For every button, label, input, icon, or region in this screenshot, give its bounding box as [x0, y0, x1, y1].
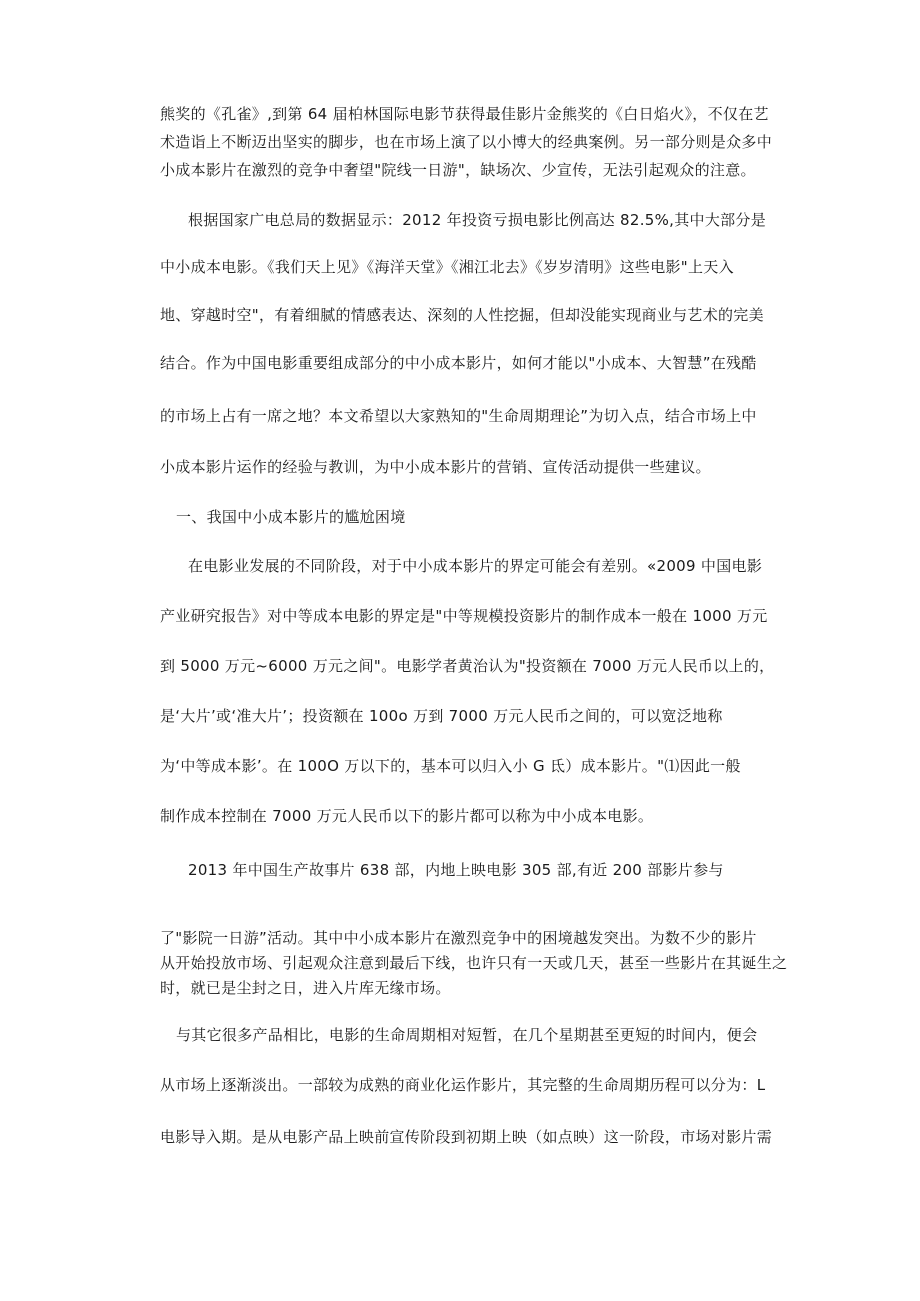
text-line: 与其它很多产品相比，电影的生命周期相对短暂，在几个星期甚至更短的时间内，便会 — [176, 1026, 758, 1044]
text-line: 是‘大片’或‘准大片’；投资额在 100o 万到 7000 万元人民币之间的，可以宽泛地称 — [160, 707, 723, 725]
text-line: 中小成本电影。《我们天上见》《海洋天堂》《湘江北去》《岁岁清明》这些电影"上天入 — [160, 258, 734, 276]
text-line: 地、穿越时空"，有着细腻的情感表达、深刻的人性挖掘，但却没能实现商业与艺术的完美 — [160, 306, 764, 324]
section-heading: 一、我国中小成本影片的尴尬困境 — [176, 508, 406, 526]
text-line: 结合。作为中国电影重要组成部分的中小成本影片，如何才能以"小成本、大智慧”在残酷 — [160, 354, 757, 372]
text-line: 制作成本控制在 7000 万元人民币以下的影片都可以称为中小成本电影。 — [160, 807, 654, 825]
text-line: 术造诣上不断迈出坚实的脚步，也在市场上演了以小博大的经典案例。另一部分则是众多中 — [160, 133, 773, 151]
text-line: 在电影业发展的不同阶段，对于中小成本影片的界定可能会有差别。«2009 中国电影 — [188, 557, 763, 575]
text-line: 小成本影片运作的经验与教训，为中小成本影片的营销、宣传活动提供一些建议。 — [160, 458, 711, 476]
text-line: 为‘中等成本影’。在 100O 万以下的，基本可以归入小 G 氐）成本影片。"⑴因此一般 — [160, 757, 741, 775]
text-line: 从市场上逐渐淡出。一部较为成熟的商业化运作影片，其完整的生命周期历程可以分为：L — [160, 1076, 766, 1094]
text-line: 的市场上占有一席之地？本文希望以大家熟知的"生命周期理论”为切入点，结合市场上中 — [160, 407, 757, 425]
text-line: 熊奖的《孔雀》,到第 64 届柏林国际电影节获得最佳影片金熊奖的《白日焰火》，不仅在艺 — [160, 105, 769, 123]
text-line: 产业研究报告》对中等成本电影的界定是"中等规模投资影片的制作成本一般在 1000 万元 — [160, 607, 768, 625]
text-line: 2013 年中国生产故事片 638 部，内地上映电影 305 部,有近 200 部影片参与 — [188, 861, 724, 879]
text-line: 电影导入期。是从电影产品上映前宣传阶段到初期上映（如点映）这一阶段，市场对影片需 — [160, 1128, 773, 1146]
text-line: 小成本影片在激烈的竞争中奢望"院线一日游"，缺场次、少宣传，无法引起观众的注意。 — [160, 161, 756, 179]
text-line: 到 5000 万元~6000 万元之间"。电影学者黄治认为"投资额在 7000 万元人民币以上的， — [160, 657, 775, 675]
text-line: 从开始投放市场、引起观众注意到最后下线，也许只有一天或几天，甚至一些影片在其诞生之 — [160, 954, 788, 972]
text-line: 根据国家广电总局的数据显示：2012 年投资亏损电影比例高达 82.5%,其中大部分是 — [188, 211, 767, 229]
text-line: 时，就已是尘封之日，进入片库无缘市场。 — [160, 979, 451, 997]
text-line: 了"影院一日游”活动。其中中小成本影片在激烈竞争中的困境越发突出。为数不少的影片 — [160, 929, 757, 947]
